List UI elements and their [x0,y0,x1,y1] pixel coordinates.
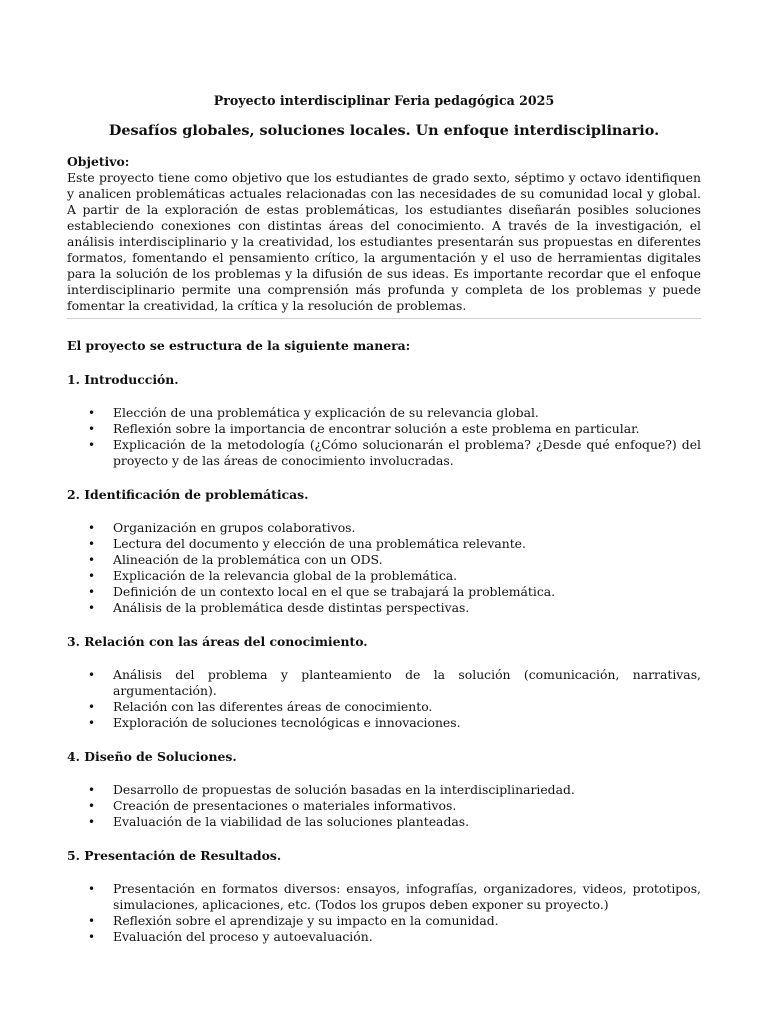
list-item [67,552,701,568]
bullet-icon: • [88,783,96,797]
bullet-icon: • [88,406,96,420]
list-item-text: Alineación de la problemática con un ODS. [113,552,383,567]
section-diseno [67,749,701,830]
list-item [67,881,701,913]
bullet-list [67,782,701,830]
list-item-text: Explicación de la relevancia global de la problemática. [113,568,458,583]
list-item-text: Elección de una problemática y explicación de su relevancia global. [113,405,539,420]
section-title: 2. Identificación de problemáticas. [67,487,309,502]
section-relacion-areas [67,634,701,731]
list-item [67,600,701,616]
list-item-text: Evaluación de la viabilidad de las soluciones planteadas. [113,814,470,829]
list-item [67,568,701,584]
list-item [67,520,701,536]
list-item [67,584,701,600]
list-item [67,782,701,798]
section-presentacion [67,848,701,945]
bullet-icon: • [88,700,96,714]
list-item-text: Definición de un contexto local en el que se trabajará la problemática. [113,584,556,599]
list-item-text: Explicación de la metodología (¿Cómo solucionarán el problema? ¿Desde qué enfoque?) del proyecto y de las áreas de conocimiento involucradas. [113,437,701,468]
structure-intro: El proyecto se estructura de la siguiente manera: [67,338,411,353]
objective-label: Objetivo: [67,154,130,169]
bullet-icon: • [88,930,96,944]
section-introduccion [67,372,701,469]
list-item [67,667,701,699]
bullet-icon: • [88,914,96,928]
section-title: 1. Introducción. [67,372,179,387]
list-item [67,913,701,929]
bullet-icon: • [88,882,96,896]
bullet-list [67,405,701,469]
objective-block [67,154,701,314]
bullet-icon: • [88,601,96,615]
document-title: Proyecto interdisciplinar Feria pedagógica 2025 [213,93,555,108]
bullet-icon: • [88,585,96,599]
section-title: 4. Diseño de Soluciones. [67,749,237,764]
section-title: 3. Relación con las áreas del conocimiento. [67,634,368,649]
list-item-text: Relación con las diferentes áreas de conocimiento. [113,699,433,714]
bullet-icon: • [88,815,96,829]
list-item [67,715,701,731]
list-item-text: Organización en grupos colaborativos. [113,520,356,535]
list-item-text: Exploración de soluciones tecnológicas e innovaciones. [113,715,461,730]
list-item-text: Desarrollo de propuestas de solución basadas en la interdisciplinariedad. [113,782,575,797]
list-item [67,405,701,421]
section-identificacion [67,487,701,616]
list-item [67,421,701,437]
list-item-text: Análisis de la problemática desde distintas perspectivas. [113,600,470,615]
document-subtitle: Desafíos globales, soluciones locales. Un enfoque interdisciplinario. [108,122,660,139]
list-item-text: Análisis del problema y planteamiento de la solución (comunicación, narrativas, argumentación). [113,667,701,698]
bullet-icon: • [88,438,96,452]
list-item-text: Evaluación del proceso y autoevaluación. [113,929,373,944]
list-item-text: Reflexión sobre el aprendizaje y su impacto en la comunidad. [113,913,499,928]
list-item [67,437,701,469]
project-structure [67,338,701,963]
bullet-icon: • [88,553,96,567]
list-item-text: Reflexión sobre la importancia de encontrar solución a este problema en particular. [113,421,640,436]
bullet-list [67,881,701,945]
list-item-text: Lectura del documento y elección de una problemática relevante. [113,536,526,551]
list-item [67,798,701,814]
bullet-icon: • [88,799,96,813]
list-item [67,699,701,715]
objective-text: Este proyecto tiene como objetivo que los estudiantes de grado sexto, séptimo y octavo identifiquen y analicen problemáticas actuales relacionadas con las necesidades de su comunidad local y global. A partir de la exploración de estas problemáticas, los estudiantes diseñarán posibles soluciones estableciendo conexiones con distintas áreas del conocimiento. A través de la investigación, el análisis interdisciplinario y la creatividad, los estudiantes presentarán sus propuestas en diferentes formatos, fomentando el pensamiento crítico, la argumentación y el uso de herramientas digitales para la solución de los problemas y la difusión de sus ideas. Es importante recordar que el enfoque interdisciplinario permite una comprensión más profunda y completa de los problemas y puede fomentar la creatividad, la crítica y la resolución de problemas. [67,170,701,313]
bullet-icon: • [88,668,96,682]
bullet-icon: • [88,521,96,535]
section-title: 5. Presentación de Resultados. [67,848,282,863]
list-item [67,929,701,945]
bullet-list [67,667,701,731]
horizontal-divider [67,318,701,319]
bullet-icon: • [88,569,96,583]
list-item [67,814,701,830]
bullet-list [67,520,701,616]
bullet-icon: • [88,716,96,730]
bullet-icon: • [88,422,96,436]
list-item-text: Presentación en formatos diversos: ensayos, infografías, organizadores, videos, prototipos, simulaciones, aplicaciones, etc. (Todos los grupos deben exponer su proyecto.) [113,881,701,912]
list-item [67,536,701,552]
bullet-icon: • [88,537,96,551]
list-item-text: Creación de presentaciones o materiales informativos. [113,798,457,813]
